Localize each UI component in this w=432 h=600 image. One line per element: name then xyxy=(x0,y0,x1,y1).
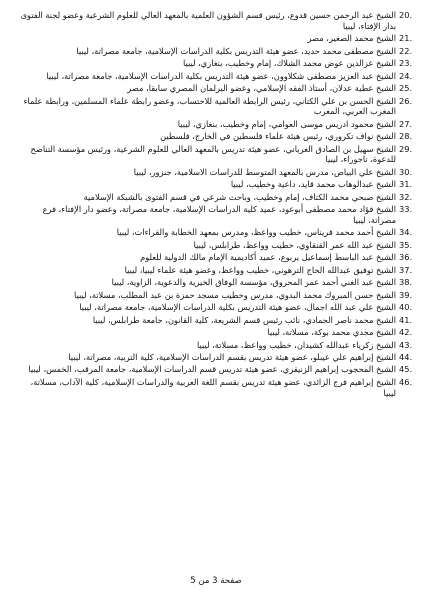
list-item xyxy=(18,265,412,276)
item-number: 33. xyxy=(399,204,413,215)
list-item xyxy=(18,119,412,130)
item-number: 44. xyxy=(399,352,413,362)
list-item xyxy=(18,240,412,251)
item-number: 39. xyxy=(399,289,413,300)
signatories-list xyxy=(18,10,412,398)
item-text: الشيخ محمود ادريس موسى العوامي، إمام وخطيب، بنغازي، ليبيا xyxy=(177,118,396,129)
item-text: الشيخ المحجوب إبراهيم الزنيقري، عضو هيئة تدريس قسم الدراسات الإسلامية، جامعة المرقب، الخمس، ليبيا xyxy=(28,364,396,375)
list-item xyxy=(18,364,412,375)
list-item xyxy=(18,10,412,31)
item-text: الشيخ عبد الباسط إسماعيل يربوع، عميد أكاديمية الإمام مالك الدولية للعلوم xyxy=(140,252,396,263)
item-number: 40. xyxy=(399,302,413,313)
list-item xyxy=(18,302,412,313)
list-item xyxy=(18,377,412,398)
item-number: 32. xyxy=(399,191,413,202)
item-number: 20. xyxy=(399,10,413,20)
list-item xyxy=(18,192,412,203)
page-footer: صفحة 3 من 5 xyxy=(190,576,242,586)
item-text: الشيخ الحسن بن علي الكتاني، رئيس الرابطة العالمية للاحتساب، وعضو رابطة علماء المسلمين، ورابطة علماء المغرب العربي، المغرب xyxy=(23,95,396,117)
item-text: الشيخ توفيق عبدالله الحاج الترهوني، خطيب وواعظ، وعضو هيئة علماء ليبيا، ليبيا xyxy=(124,264,396,275)
item-text: الشيخ زكرياء عبدالله كشيدان، خطيب وواعظ، مسلاتة، ليبيا xyxy=(196,339,396,350)
item-text: الشيخ عبد العزيز مصطفى شكلاوون، عضو هيئة التدريس بكلية الدراسات الإسلامية، جامعة مصراتة، ليبيا xyxy=(46,70,396,81)
list-item xyxy=(18,46,412,57)
item-text: الشيخ سهيل بن الصادق الغرياني، عضو هيئة تدريس بالمعهد العالي للعلوم الشرعية، ورئيس مؤسسة التناصح للدعوة، تاجوراء، ليبيا xyxy=(30,143,396,165)
item-text: الشيخ محمد الصغير، مصر xyxy=(307,33,396,44)
list-item xyxy=(18,290,412,301)
item-text: الشيخ علي عبد الله اجمال، عضو هيئة التدريس بكلية الدراسات الإسلامية، جامعة مصراتة، ليبيا xyxy=(79,302,396,313)
list-item xyxy=(18,131,412,142)
item-number: 41. xyxy=(399,314,413,325)
item-number: 37. xyxy=(399,264,413,275)
item-text: الشيخ محمد ناصر الحمادي، نائب رئيس قسم الشريعة، كلية القانون، جامعة طرابلس، ليبيا xyxy=(92,314,396,325)
item-text: الشيخ أحمد محمد قريناس، خطيب وواعظ، ومدرس بمعهد الخطابة والقراءات، ليبيا xyxy=(116,227,396,238)
item-number: 22. xyxy=(399,45,413,56)
item-text: الشيخ فؤاد محمد مصطفى أبوعود، عميد كلية الدراسات الإسلامية، جامعة مصراتة، وعضو دار الإفتاء، فرع مصراتة، ليبيا xyxy=(42,204,396,225)
item-number: 34. xyxy=(399,227,413,238)
list-item xyxy=(18,167,412,178)
item-number: 25. xyxy=(399,83,413,94)
item-number: 46. xyxy=(399,376,413,387)
item-number: 26. xyxy=(399,95,413,106)
item-number: 45. xyxy=(399,364,413,375)
item-number: 27. xyxy=(399,118,413,129)
list-item xyxy=(18,33,412,44)
item-text: الشيخ علي البياص، مدرس بالمعهد المتوسط للدراسات الاسلامية، جنزور، ليبيا xyxy=(133,166,396,177)
item-text: الشيخ مصطفى محمد حديد، عضو هيئة التدريس بكلية الدراسات الإسلامية، جامعة مصراتة، ليبيا xyxy=(76,45,396,56)
item-number: 35. xyxy=(399,239,413,250)
item-number: 36. xyxy=(399,252,413,263)
item-number: 43. xyxy=(399,339,413,350)
item-number: 38. xyxy=(399,277,413,288)
item-number: 23. xyxy=(399,58,413,69)
list-item xyxy=(18,227,412,238)
list-item xyxy=(18,277,412,288)
list-item xyxy=(18,83,412,94)
item-text: الشيخ عطية عدلان، أستاذ الفقه الإسلامي، وعضو البرلمان المصري سابقا، مصر xyxy=(127,83,396,94)
item-text: الشيخ نواف تكروري، رئيس هيئة علماء فلسطين في الخارج، فلسطين xyxy=(160,131,396,142)
item-text: الشيخ عبد الغني أحمد عمر المحروق، مؤسسة الوفاق الخيرية والدعوية، الزاوية، ليبيا xyxy=(111,277,396,288)
list-item xyxy=(18,340,412,351)
item-number: 28. xyxy=(399,131,413,142)
item-number: 30. xyxy=(399,166,413,177)
item-text: الشيخ مجدي محمد بوكة، مسلاتة، ليبيا xyxy=(267,327,396,338)
list-item xyxy=(18,71,412,82)
list-item xyxy=(18,204,412,225)
item-number: 21. xyxy=(399,33,413,44)
item-text: الشيخ عزالدين عوض محمد الشلاك، إمام وخطيب، بنغازي، ليبيا xyxy=(182,58,396,69)
item-text: الشيخ حسن المبروك محمد البدوي، مدرس وخطيب مسجد حمزة بن عبد المطلب، مسلاتة، ليبيا xyxy=(74,289,396,300)
item-text: الشيخ إبراهيم علي عيبلو، عضو هيئة تدريس بقسم الدراسات الإسلامية، كلية التربية، مصراتة، ليبيا xyxy=(68,352,396,362)
item-number: 31. xyxy=(399,179,413,190)
item-number: 42. xyxy=(399,327,413,338)
item-text: الشيخ عبدالوهاب محمد قايد، داعية وخطيب، ليبيا xyxy=(230,179,396,190)
list-item xyxy=(18,315,412,326)
list-item xyxy=(18,352,412,363)
item-text: الشيخ إبراهيم فرج الزائدي، عضو هيئة تدريس بقسم اللغة العربية والدراسات الإسلامية، كلية الآداب، مسلاتة، ليبيا xyxy=(30,376,396,398)
list-item xyxy=(18,252,412,263)
item-number: 29. xyxy=(399,143,413,154)
list-item xyxy=(18,327,412,338)
list-item xyxy=(18,144,412,165)
list-item xyxy=(18,96,412,117)
list-item xyxy=(18,58,412,69)
item-text: الشيخ عبد الله عمر القنقاوي، خطيب وواعظ، طرابلس، ليبيا xyxy=(193,239,396,250)
item-text: الشيخ عبد الرحمن حسين قدوع، رئيس قسم الشؤون العلمية بالمعهد العالي للعلوم الشرعية وعضو لجنة الفتوى بدار الإفتاء، ليبيا xyxy=(20,10,396,31)
list-item xyxy=(18,179,412,190)
item-number: 24. xyxy=(399,70,413,81)
item-text: الشيخ صبحي محمد الكتاف، إمام وخطيب، وباحث شرعي في قسم الفتوى بالشبكة الإسلامية xyxy=(83,191,396,202)
